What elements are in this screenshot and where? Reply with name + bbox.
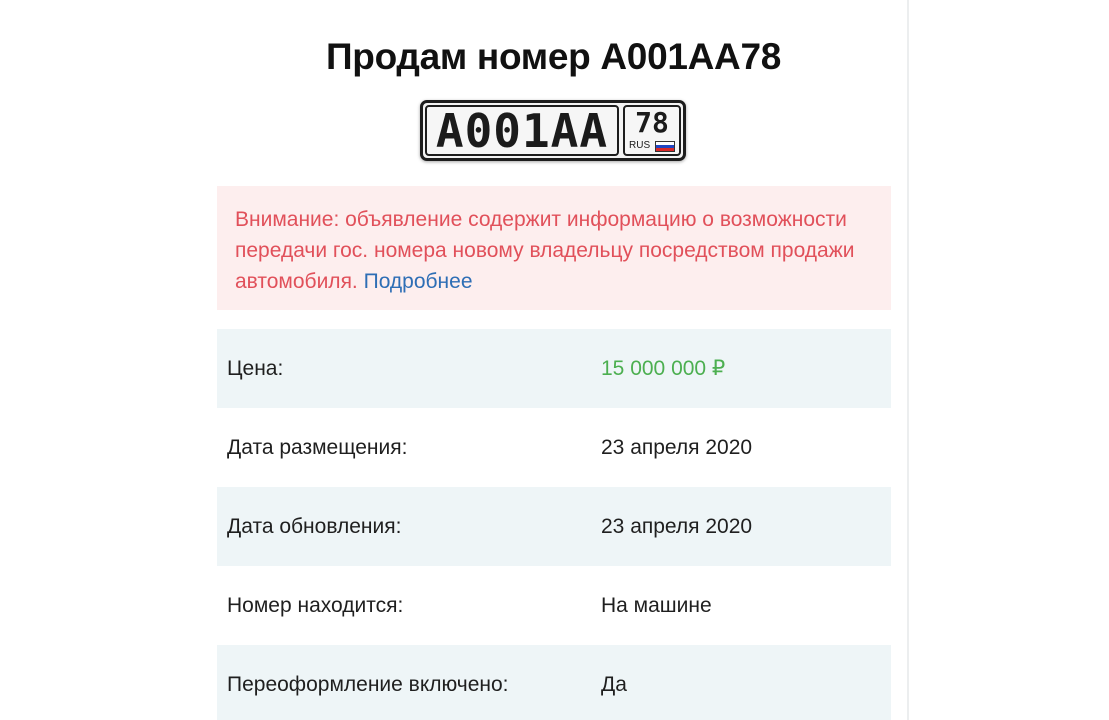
detail-value: 23 апреля 2020 xyxy=(601,514,753,538)
detail-label: Переоформление включено: xyxy=(227,672,509,696)
page-divider xyxy=(907,0,909,720)
detail-value: 23 апреля 2020 xyxy=(601,435,753,459)
detail-value: На машине xyxy=(601,593,712,617)
detail-label: Цена: xyxy=(227,356,284,380)
plate-country-code: RUS xyxy=(629,140,651,151)
price-value: 15 000 000 ₽ xyxy=(601,357,726,380)
plate-region-box xyxy=(623,105,681,156)
detail-label: Дата обновления: xyxy=(227,514,402,538)
more-info-link[interactable]: Подробнее xyxy=(363,270,473,293)
detail-label: Дата размещения: xyxy=(227,435,408,459)
detail-row-plate-location xyxy=(217,566,891,645)
warning-text: Внимание: объявление содержит информацию о возможности передачи гос. номера новому владельцу посредством продажи автомобиля. xyxy=(235,208,855,293)
detail-row-reregistration xyxy=(217,645,891,720)
detail-label: Номер находится: xyxy=(227,593,404,617)
detail-row-posted-date xyxy=(217,408,891,487)
detail-value: Да xyxy=(601,672,627,696)
russian-flag-icon xyxy=(655,141,675,152)
plate-region-number: 78 xyxy=(635,106,669,139)
plate-main-number: А001АА xyxy=(425,105,619,156)
warning-notice xyxy=(217,186,891,310)
detail-row-updated-date xyxy=(217,487,891,566)
detail-row-price xyxy=(217,329,891,408)
license-plate xyxy=(420,100,686,161)
page-title: Продам номер А001АА78 xyxy=(325,36,782,77)
